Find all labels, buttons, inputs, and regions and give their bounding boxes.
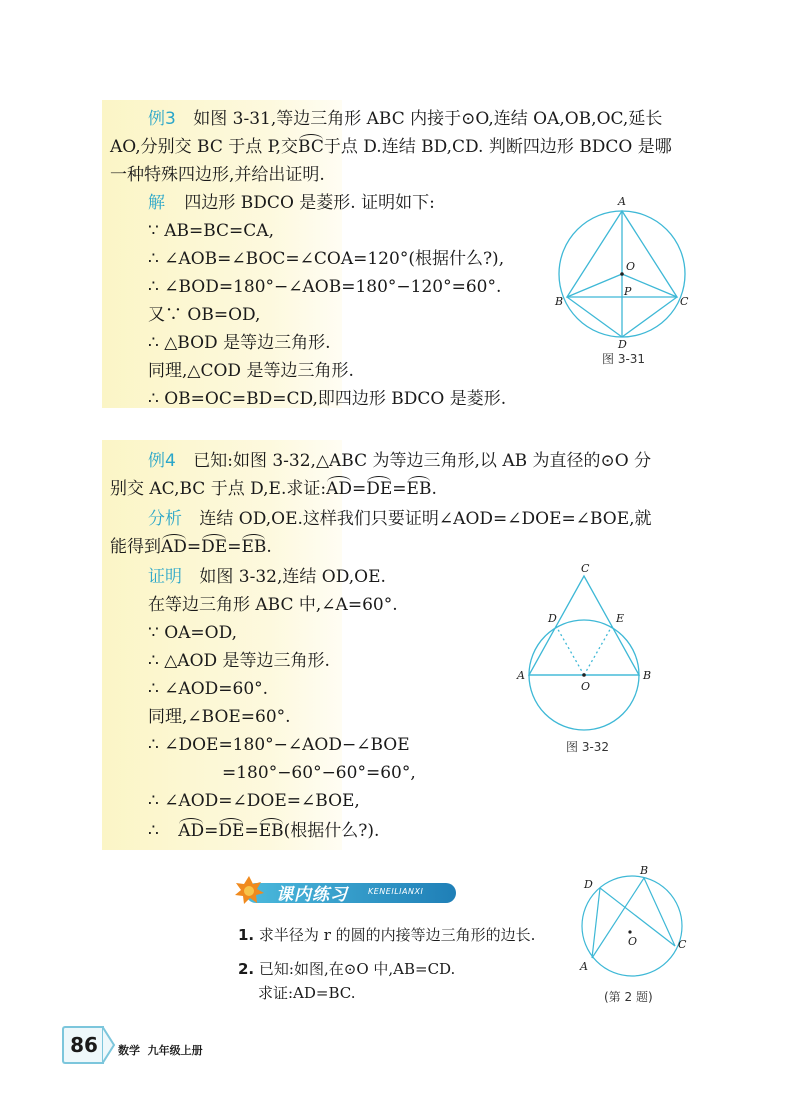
sun-center-icon — [244, 886, 254, 896]
proof-line-1 — [110, 566, 386, 588]
example4-line-1 — [110, 450, 651, 472]
line-ob — [567, 274, 622, 297]
item-text: 已知:如图,在⊙O 中,AB=CD. — [258, 960, 456, 978]
arc-eb: EB — [241, 537, 267, 557]
example4-head: 例4 — [148, 451, 176, 471]
therefore: ∴ — [148, 821, 159, 841]
example3-line-2 — [110, 136, 672, 158]
solution-step: 同理,△COD 是等边三角形. — [148, 361, 354, 381]
solution-step: ∴ △BOD 是等边三角形. — [148, 333, 331, 353]
caption-exercise-2: (第 2 题) — [604, 990, 653, 1004]
example3-solution-line-1 — [110, 192, 435, 214]
arc-ad: AD — [326, 479, 352, 499]
proof-text: 如图 3-32,连结 OD,OE. — [199, 567, 386, 587]
solution-step: ∴ ∠BOD=180°−∠AOB=180°−120°=60°. — [148, 277, 502, 297]
arc-ad: AD — [161, 537, 187, 557]
example3-line-3 — [110, 164, 325, 186]
exercise-item-1 — [238, 924, 535, 946]
example4-line-2 — [110, 478, 437, 500]
equals: = — [227, 537, 242, 557]
circle-o — [582, 876, 682, 976]
example4-text: 已知:如图 3-32,△ABC 为等边三角形,以 AB 为直径的⊙O 分 — [193, 451, 652, 471]
page-number-arrow-icon — [102, 1026, 116, 1064]
caption-3-31: 图 3-31 — [602, 352, 646, 366]
figure-3-32 — [512, 562, 662, 732]
label-o: O — [628, 935, 638, 948]
solution-text: 四边形 BDCO 是菱形. 证明如下: — [184, 193, 435, 213]
arc-ad: AD — [178, 821, 205, 841]
analysis-text: 能得到 — [110, 537, 161, 557]
period: . — [431, 479, 437, 499]
equals: = — [204, 821, 219, 841]
label-e: E — [616, 612, 625, 625]
exercise-item-2-cont — [258, 982, 356, 1004]
arc-bc: BC — [298, 137, 324, 157]
arc-de: DE — [201, 537, 228, 557]
proof-step: 在等边三角形 ABC 中,∠A=60°. — [148, 595, 398, 615]
proof-text: (根据什么?). — [283, 821, 380, 841]
book-title: 数学 九年级上册 — [118, 1044, 203, 1057]
proof-step: ∵ OA=OD, — [148, 623, 238, 643]
chord-bc — [644, 878, 675, 946]
label-a: A — [517, 669, 525, 682]
label-b: B — [640, 864, 649, 877]
label-o: O — [581, 680, 591, 693]
center-point — [628, 930, 631, 933]
figure-exercise-2 — [570, 862, 700, 986]
label-c: C — [678, 938, 687, 951]
example3-text: AO,分别交 BC 于点 P,交 — [110, 137, 299, 157]
solution-step: ∴ OB=OC=BD=CD,即四边形 BDCO 是菱形. — [148, 389, 507, 409]
item-number: 1. — [238, 926, 255, 944]
solution-step: ∵ AB=BC=CA, — [148, 221, 274, 241]
arc-eb: EB — [406, 479, 432, 499]
arc-de: DE — [366, 479, 393, 499]
item-text: 求半径为 r 的圆的内接等边三角形的边长. — [258, 926, 536, 944]
label-b: B — [555, 295, 564, 308]
arc-equation — [178, 821, 283, 841]
proof-last-line — [148, 820, 379, 842]
equals: = — [186, 537, 202, 557]
proof-step: ∴ ∠AOD=∠DOE=∠BOE, — [148, 791, 360, 811]
label-p: P — [624, 285, 632, 298]
example3-text: 一种特殊四边形,并给出证明. — [110, 165, 325, 185]
example3-line-1 — [110, 108, 662, 130]
arc-eb: EB — [258, 821, 284, 841]
equals: = — [392, 479, 407, 499]
solution-step: ∴ ∠AOB=∠BOC=∠COA=120°(根据什么?), — [148, 249, 505, 269]
analysis-text: 连结 OD,OE.这样我们只要证明∠AOD=∠DOE=∠BOE,就 — [199, 509, 652, 529]
figure-3-31 — [550, 190, 690, 350]
page-number: 86 — [70, 1033, 98, 1057]
label-a: A — [618, 195, 626, 208]
triangle-abc — [529, 576, 639, 675]
period: . — [266, 537, 272, 557]
exercise-subtitle: KENEILIANXI — [368, 887, 424, 896]
item-number: 2. — [238, 960, 255, 978]
caption-3-32: 图 3-32 — [566, 740, 610, 754]
equals: = — [244, 821, 259, 841]
exercise-header — [232, 874, 460, 908]
analysis-line-2 — [110, 536, 272, 558]
solution-step: 又∵ OB=OD, — [148, 305, 261, 325]
proof-step: 同理,∠BOE=60°. — [148, 707, 291, 727]
label-b: B — [643, 669, 652, 682]
proof-step: ∴ △AOD 是等边三角形. — [148, 651, 330, 671]
line-od — [556, 626, 584, 675]
example3-head: 例3 — [148, 109, 176, 129]
line-oe — [584, 626, 612, 675]
analysis-line-1 — [110, 508, 652, 530]
label-a: A — [580, 960, 588, 973]
label-c: C — [581, 562, 590, 575]
proof-step: ∴ ∠AOD=60°. — [148, 679, 269, 699]
exercise-title: 课内练习 — [276, 885, 348, 905]
example3-text: 于点 D.连结 BD,CD. 判断四边形 BDCO 是哪 — [323, 137, 672, 157]
label-d: D — [618, 338, 627, 350]
page-number-box — [62, 1026, 104, 1064]
proof-step: ∴ ∠DOE=180°−∠AOD−∠BOE — [148, 735, 410, 755]
equals: = — [352, 479, 367, 499]
exercise-item-2 — [238, 958, 455, 980]
example4-text: 别交 AC,BC 于点 D,E.求证: — [110, 479, 327, 499]
label-o: O — [626, 260, 636, 273]
chord-dc — [600, 888, 675, 946]
label-c: C — [680, 295, 689, 308]
label-d: D — [548, 612, 557, 625]
center-point — [620, 272, 624, 276]
analysis-label: 分析 — [148, 509, 182, 529]
solution-label: 解 — [148, 193, 165, 213]
label-d: D — [584, 878, 593, 891]
proof-label: 证明 — [148, 567, 182, 587]
item-text: 求证:AD=BC. — [258, 984, 356, 1002]
center-point — [582, 673, 586, 677]
example3-text: 如图 3-31,等边三角形 ABC 内接于⊙O,连结 OA,OB,OC,延长 — [193, 109, 663, 129]
proof-step: =180°−60°−60°=60°, — [222, 763, 416, 783]
arc-de: DE — [218, 821, 245, 841]
